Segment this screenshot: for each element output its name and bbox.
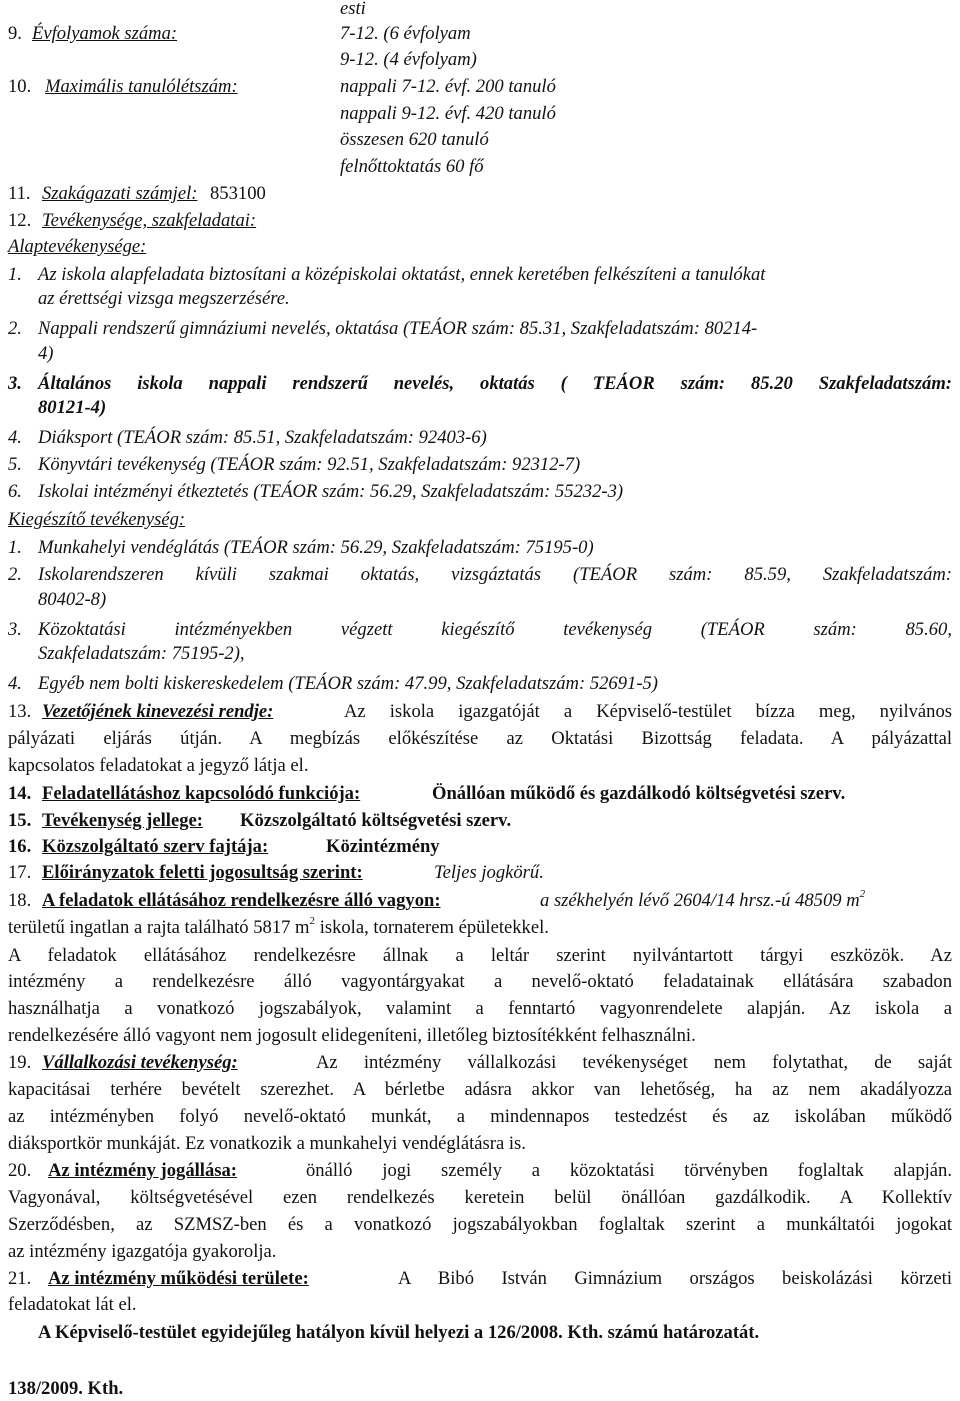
s19-label: Vállalkozási tevékenység: xyxy=(42,1052,238,1073)
alap-item-2-number: 2. xyxy=(8,318,22,339)
s15-number: 15. xyxy=(8,810,32,831)
s17-text: Teljes jogkörű. xyxy=(434,862,544,883)
evf-value-1: 7-12. (6 évfolyam xyxy=(340,23,471,44)
s18-para-line-4: rendelkezésére álló vagyont nem jogosult elidegeníteni, illetőleg biztosítékként felhasználni. xyxy=(8,1025,696,1046)
s21-label: Az intézmény működési területe: xyxy=(48,1268,309,1289)
s16-text: Közintézmény xyxy=(326,836,440,857)
s21-line-2: feladatokat lát el. xyxy=(8,1294,137,1315)
tev-label: Tevékenysége, szakfeladatai: xyxy=(42,210,257,231)
s13-line-2: pályázati eljárás útján. A megbízás előkészítése az Oktatási Bizottság feladata. A pályázattal xyxy=(8,728,952,749)
s21-line-1: A Bibó István Gimnázium országos beiskolázási körzeti xyxy=(398,1268,952,1289)
alap-item-6: Iskolai intézményi étkeztetés (TEÁOR szám: 56.29, Szakfeladatszám: 55232-3) xyxy=(38,481,624,502)
s15-label: Tevékenység jellege: xyxy=(42,810,203,831)
closing-statement: A Képviselő-testület egyidejűleg hatályon kívül helyezi a 126/2008. Kth. számú határozatát. xyxy=(38,1322,760,1343)
s14-number: 14. xyxy=(8,783,32,804)
s20-line-1: önálló jogi személy a közoktatási törvényben foglaltak alapján. xyxy=(306,1160,952,1181)
s18-line-2-a: területű ingatlan a rajta található 5817 m xyxy=(8,917,310,938)
s18-line-1-text: a székhelyén lévő 2604/14 hrsz.-ú 48509 m xyxy=(540,890,860,911)
s13-label: Vezetőjének kinevezési rendje: xyxy=(42,701,274,722)
s14-label: Feladatellátáshoz kapcsolódó funkciója: xyxy=(42,783,361,804)
s21-number: 21. xyxy=(8,1268,32,1289)
kieg-item-3-line-1: Közoktatási intézményekben végzett kiegészítő tevékenység (TEÁOR szám: 85.60, xyxy=(38,619,952,640)
alap-item-2-line-1: Nappali rendszerű gimnáziumi nevelés, oktatása (TEÁOR szám: 85.31, Szakfeladatszám: 80214- xyxy=(38,318,758,339)
kieg-item-2-line-1: Iskolarendszeren kívüli szakmai oktatás, vizsgáztatás (TEÁOR szám: 85.59, Szakfeladatszám: xyxy=(38,564,952,585)
evf-value-2: 9-12. (4 évfolyam) xyxy=(340,49,477,70)
kieg-item-3-line-2: Szakfeladatszám: 75195-2), xyxy=(38,643,245,664)
s17-number: 17. xyxy=(8,862,32,883)
s20-line-4: az intézmény igazgatója gyakorolja. xyxy=(8,1241,277,1262)
tev-number: 12. xyxy=(8,210,32,231)
s19-number: 19. xyxy=(8,1052,32,1073)
max-value-4: felnőttoktatás 60 fő xyxy=(340,156,484,177)
kieg-item-1: Munkahelyi vendéglátás (TEÁOR szám: 56.29, Szakfeladatszám: 75195-0) xyxy=(38,537,594,558)
s19-line-4: diáksportkör munkáját. Ez vonatkozik a munkahelyi vendéglátásra is. xyxy=(8,1133,526,1154)
kieg-item-2-number: 2. xyxy=(8,564,22,585)
alap-item-3-number: 3. xyxy=(8,373,22,394)
evf-label: Évfolyamok száma: xyxy=(32,23,178,44)
s18-line-1 xyxy=(540,887,866,912)
s18-sup-2: 2 xyxy=(309,914,316,927)
kieg-heading: Kiegészítő tevékenység: xyxy=(8,509,186,530)
s16-number: 16. xyxy=(8,836,32,857)
s15-text: Közszolgáltató költségvetési szerv. xyxy=(240,810,512,831)
s18-sup-1: 2 xyxy=(859,887,866,900)
s20-line-3: Szerződésben, az SZMSZ-ben és a vonatkozó jogszabályokban foglaltak szerint a munkáltatói jogokat xyxy=(8,1214,952,1235)
s18-label: A feladatok ellátásához rendelkezésre álló vagyon: xyxy=(42,890,441,911)
evf-number: 9. xyxy=(8,23,22,44)
s18-line-2 xyxy=(8,914,549,939)
kieg-item-3-number: 3. xyxy=(8,619,22,640)
s20-line-2: Vagyonával, költségvetésével ezen rendelkezés keretein belül önállóan gazdálkodik. A Kollektív xyxy=(8,1187,952,1208)
alap-item-5: Könyvtári tevékenység (TEÁOR szám: 92.51, Szakfeladatszám: 92312-7) xyxy=(38,454,581,475)
s13-line-1: Az iskola igazgatóját a Képviselő-testület bízza meg, nyilvános xyxy=(344,701,952,722)
alap-heading: Alaptevékenysége: xyxy=(8,236,147,257)
s13-number: 13. xyxy=(8,701,32,722)
alap-item-4-number: 4. xyxy=(8,427,22,448)
kieg-item-4: Egyéb nem bolti kiskereskedelem (TEÁOR szám: 47.99, Szakfeladatszám: 52691-5) xyxy=(38,673,658,694)
s18-number: 18. xyxy=(8,890,32,911)
s17-label: Előirányzatok feletti jogosultság szerint: xyxy=(42,862,363,883)
alap-item-1-number: 1. xyxy=(8,264,22,285)
kieg-item-4-number: 4. xyxy=(8,673,22,694)
alap-item-6-number: 6. xyxy=(8,481,22,502)
max-number: 10. xyxy=(8,76,32,97)
kieg-item-1-number: 1. xyxy=(8,537,22,558)
alap-item-5-number: 5. xyxy=(8,454,22,475)
s20-label: Az intézmény jogállása: xyxy=(48,1160,237,1181)
s19-line-2: kapacitásai terhére bevételt szerezhet. A bérletbe adásra akkor van lehetőség, ha az nem akadályozza xyxy=(8,1079,952,1100)
szak-number: 11. xyxy=(8,183,31,204)
alap-item-3-line-1: Általános iskola nappali rendszerű nevelés, oktatás ( TEÁOR szám: 85.20 Szakfeladatszám: xyxy=(38,373,952,394)
alap-item-1-line-2: az érettségi vizsga megszerzésére. xyxy=(38,288,290,309)
s13-line-3: kapcsolatos feladatokat a jegyző látja el. xyxy=(8,755,309,776)
max-value-3: összesen 620 tanuló xyxy=(340,129,489,150)
esti-text: esti xyxy=(340,0,366,19)
alap-item-1-line-1: Az iskola alapfeladata biztosítani a középiskolai oktatást, ennek keretében felkészíteni a tanulókat xyxy=(38,264,766,285)
s19-line-1: Az intézmény vállalkozási tevékenységet nem folytathat, de saját xyxy=(316,1052,952,1073)
max-label: Maximális tanulólétszám: xyxy=(45,76,238,97)
s16-label: Közszolgáltató szerv fajtája: xyxy=(42,836,269,857)
s19-line-3: az intézményben folyó nevelő-oktató munkát, a mindennapos testedzést és az iskolában működő xyxy=(8,1106,952,1127)
s14-text: Önállóan működő és gazdálkodó költségvetési szerv. xyxy=(432,783,846,804)
footer-reference: 138/2009. Kth. xyxy=(8,1378,124,1399)
s18-line-2-b: iskola, tornaterem épületekkel. xyxy=(319,917,549,938)
alap-item-2-line-2: 4) xyxy=(38,343,54,364)
szak-label: Szakágazati számjel: xyxy=(42,183,198,204)
max-value-2: nappali 9-12. évf. 420 tanuló xyxy=(340,103,556,124)
s18-para-line-1: A feladatok ellátásához rendelkezésre állnak a leltár szerint nyilvántartott tárgyi eszközök. Az xyxy=(8,945,952,966)
s20-number: 20. xyxy=(8,1160,32,1181)
s18-para-line-2: intézmény a rendelkezésre álló vagyontárgyakat a nevelő-oktató feladatainak ellátására szabadon xyxy=(8,971,952,992)
kieg-item-2-line-2: 80402-8) xyxy=(38,589,107,610)
alap-item-3-line-2: 80121-4) xyxy=(38,397,107,418)
max-value-1: nappali 7-12. évf. 200 tanuló xyxy=(340,76,556,97)
alap-item-4: Diáksport (TEÁOR szám: 85.51, Szakfeladatszám: 92403-6) xyxy=(38,427,487,448)
s18-para-line-3: használhatja a vonatkozó jogszabályok, valamint a fenntartó vagyonrendelete alapján. Az iskola a xyxy=(8,998,952,1019)
szak-value: 853100 xyxy=(210,183,266,204)
